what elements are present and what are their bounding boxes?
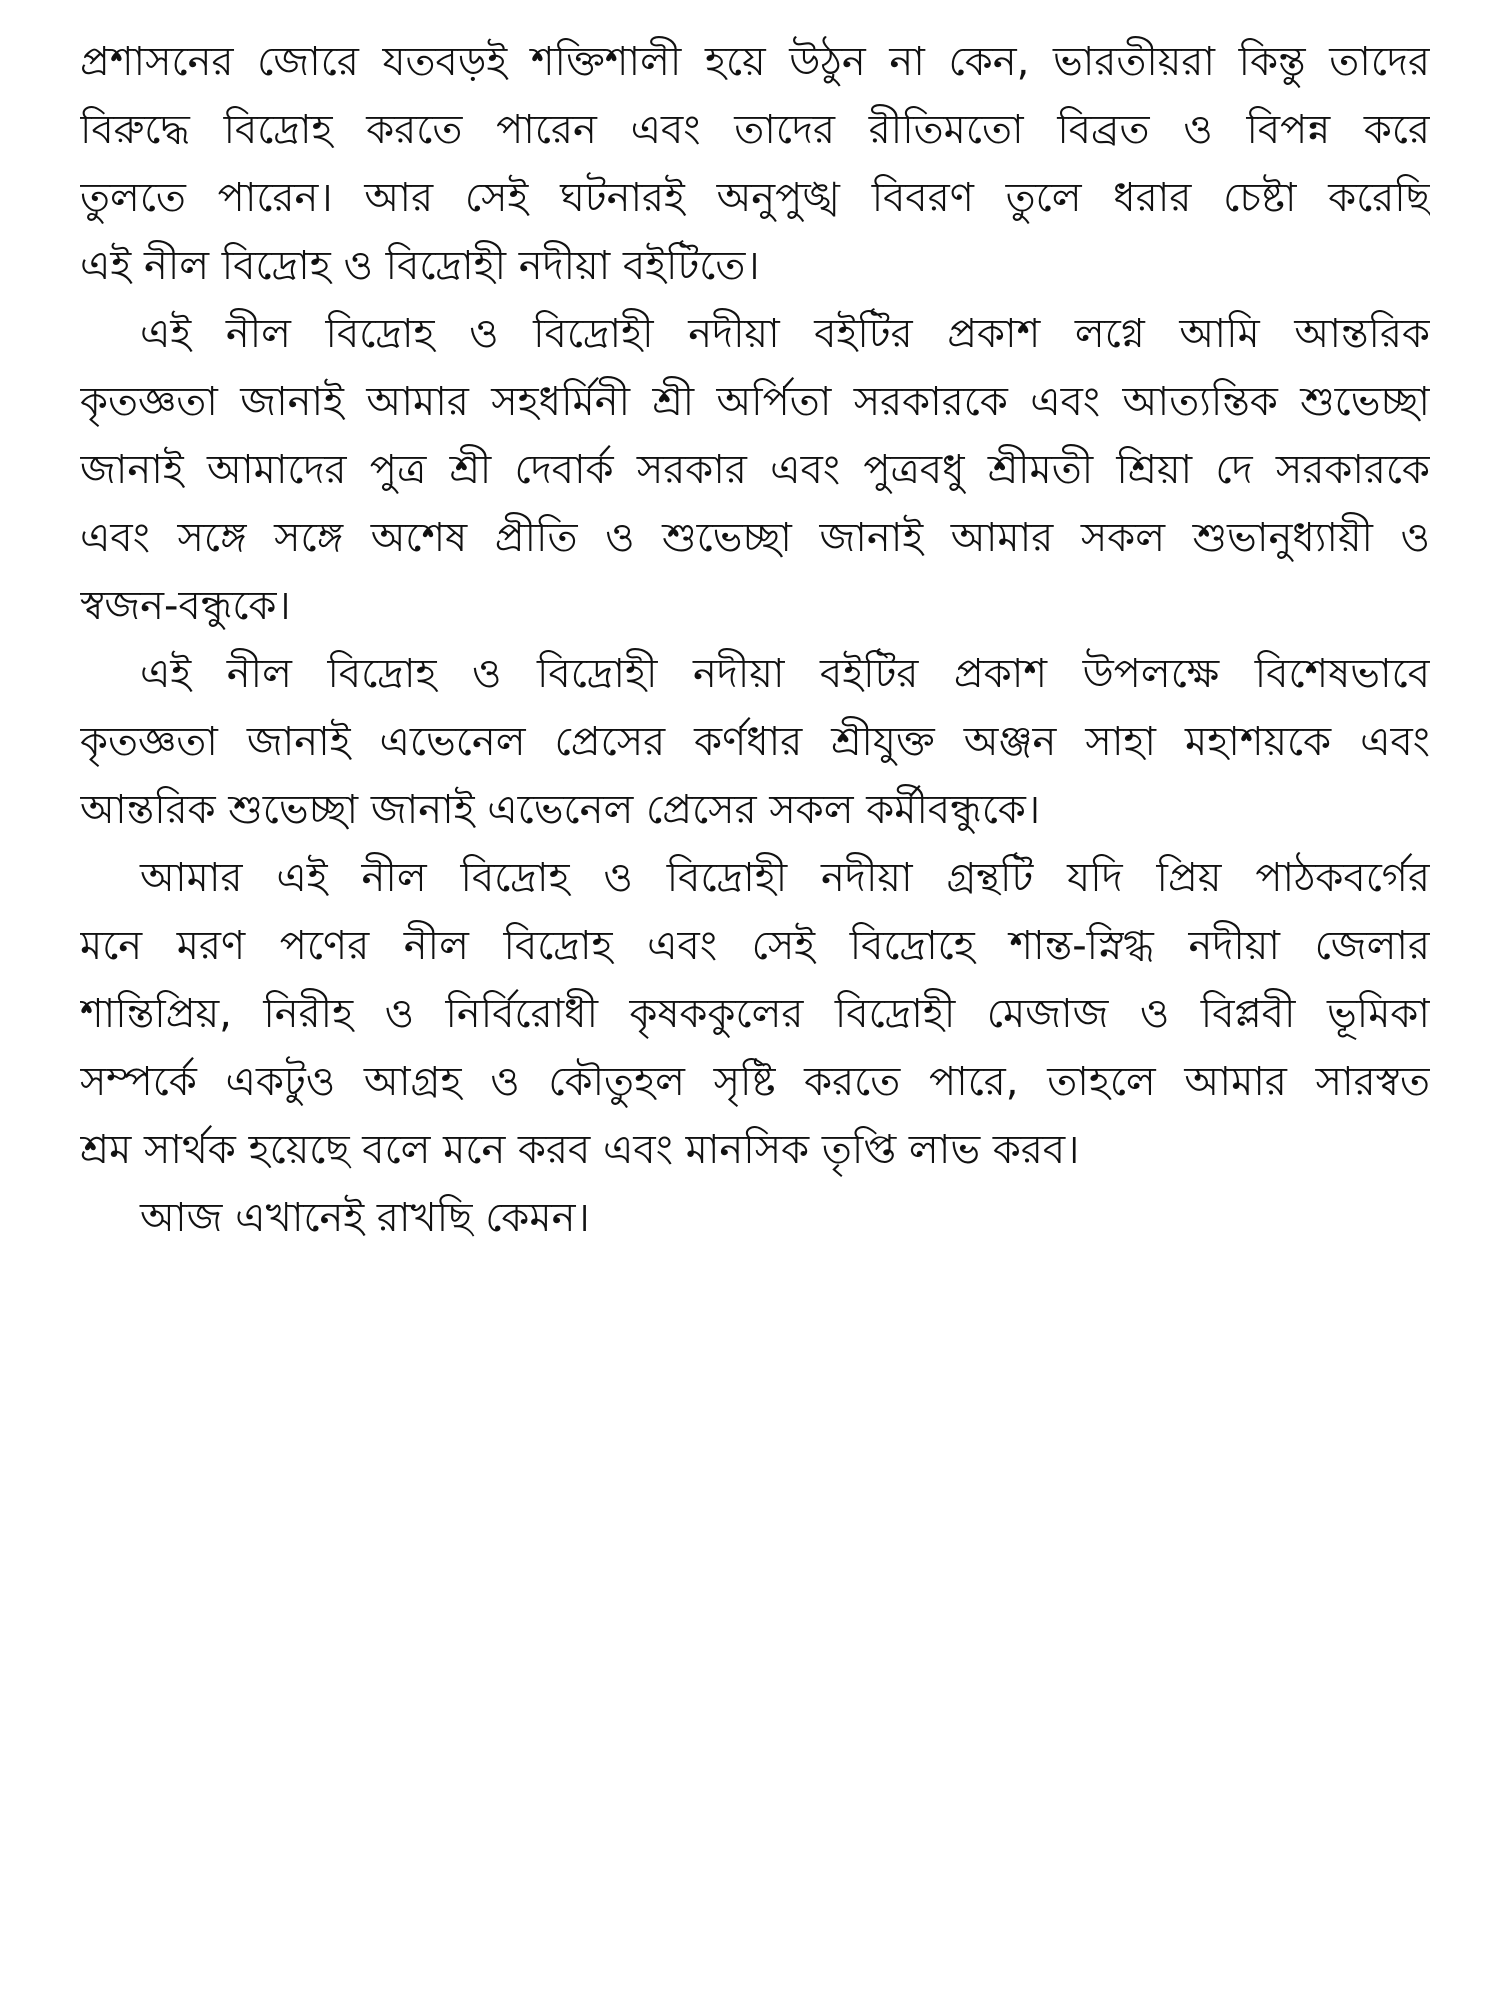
paragraph-3: [80, 640, 1430, 844]
text-line: এবং সঙ্গে সঙ্গে অশেষ প্রীতি ও শুভেচ্ছা জানাই আমার সকল শুভানুধ্যায়ী ও: [80, 515, 1430, 561]
text-line: প্রশাসনের জোরে যতবড়ই শক্তিশালী হয়ে উঠুন না কেন, ভারতীয়রা কিন্তু তাদের: [80, 39, 1430, 85]
text-line: আজ এখানেই রাখছি কেমন।: [140, 1195, 590, 1241]
document-page: [80, 28, 1430, 1252]
text-line: কৃতজ্ঞতা জানাই এভেনেল প্রেসের কর্ণধার শ্রীযুক্ত অঞ্জন সাহা মহাশয়কে এবং: [80, 719, 1430, 765]
text-line: তুলতে পারেন। আর সেই ঘটনারই অনুপুঙ্খ বিবরণ তুলে ধরার চেষ্টা করেছি: [80, 175, 1430, 221]
text-line: এই নীল বিদ্রোহ ও বিদ্রোহী নদীয়া বইটির প্রকাশ লগ্নে আমি আন্তরিক: [140, 311, 1430, 357]
text-line: আমার এই নীল বিদ্রোহ ও বিদ্রোহী নদীয়া গ্রন্থটি যদি প্রিয় পাঠকবর্গের: [140, 855, 1430, 901]
paragraph-2: [80, 300, 1430, 640]
text-line: আন্তরিক শুভেচ্ছা জানাই এভেনেল প্রেসের সকল কর্মীবন্ধুকে।: [80, 787, 1041, 833]
text-line: এই নীল বিদ্রোহ ও বিদ্রোহী নদীয়া বইটির প্রকাশ উপলক্ষে বিশেষভাবে: [140, 651, 1430, 697]
text-line: স্বজন-বন্ধুকে।: [80, 583, 291, 629]
paragraph-5: [80, 1184, 1430, 1252]
text-line: শ্রম সার্থক হয়েছে বলে মনে করব এবং মানসিক তৃপ্তি লাভ করব।: [80, 1127, 1080, 1173]
text-line: মনে মরণ পণের নীল বিদ্রোহ এবং সেই বিদ্রোহে শান্ত-স্নিগ্ধ নদীয়া জেলার: [80, 923, 1430, 969]
text-line: সম্পর্কে একটুও আগ্রহ ও কৌতুহল সৃষ্টি করতে পারে, তাহলে আমার সারস্বত: [80, 1059, 1430, 1105]
text-line: বিরুদ্ধে বিদ্রোহ করতে পারেন এবং তাদের রীতিমতো বিব্রত ও বিপন্ন করে: [80, 107, 1430, 153]
paragraph-4: [80, 844, 1430, 1184]
text-line: শান্তিপ্রিয়, নিরীহ ও নির্বিরোধী কৃষককুলের বিদ্রোহী মেজাজ ও বিপ্লবী ভূমিকা: [80, 991, 1430, 1037]
text-line: কৃতজ্ঞতা জানাই আমার সহধর্মিনী শ্রী অর্পিতা সরকারকে এবং আত্যন্তিক শুভেচ্ছা: [80, 379, 1430, 425]
paragraph-1: [80, 28, 1430, 300]
text-line: জানাই আমাদের পুত্র শ্রী দেবার্ক সরকার এবং পুত্রবধু শ্রীমতী শ্রিয়া দে সরকারকে: [80, 447, 1430, 493]
text-line: এই নীল বিদ্রোহ ও বিদ্রোহী নদীয়া বইটিতে।: [80, 243, 760, 289]
